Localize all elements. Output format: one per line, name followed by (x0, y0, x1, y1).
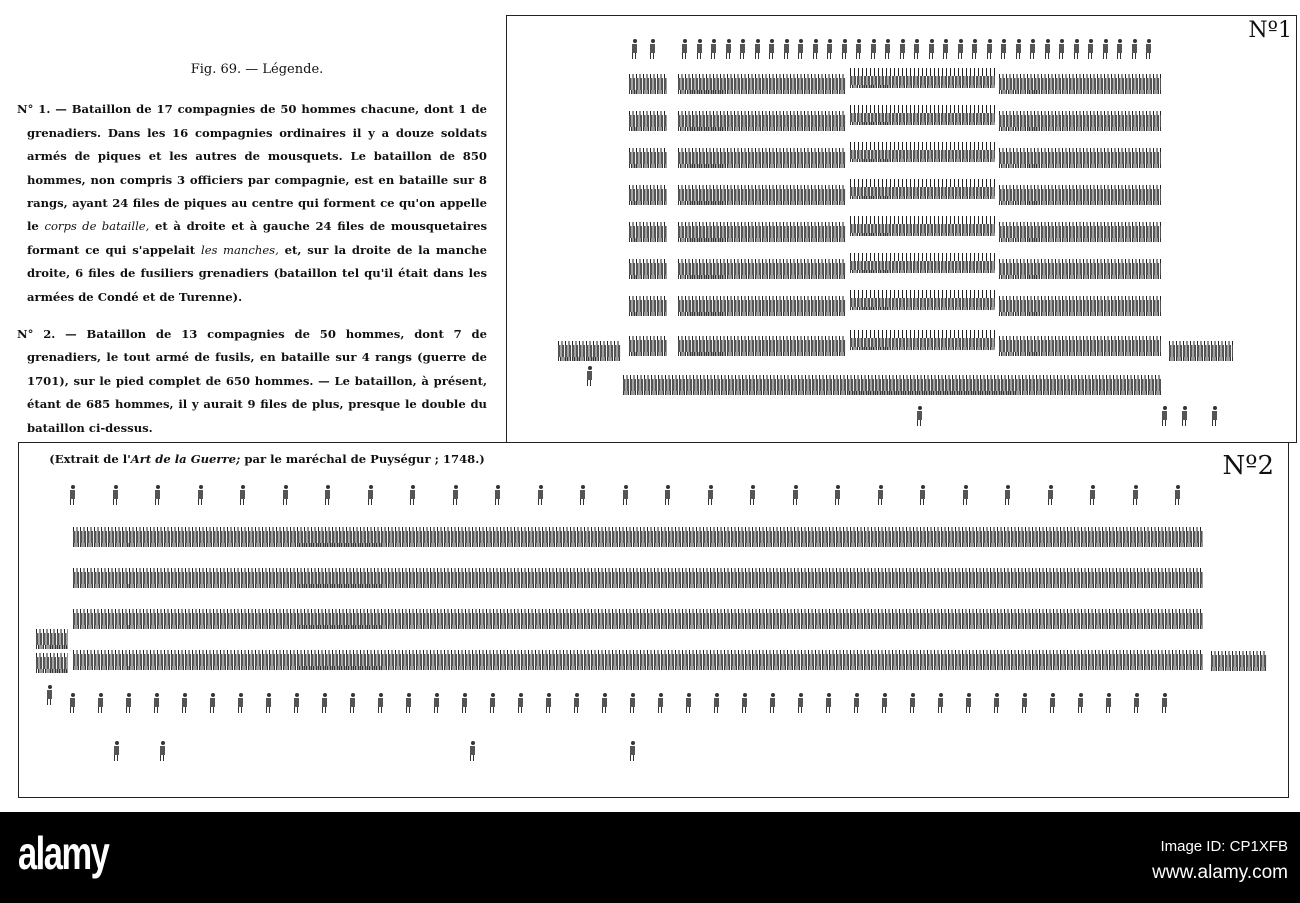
officer-figure (853, 693, 860, 713)
musketeer-rank-left (678, 296, 846, 316)
musketeer-rank-left (678, 185, 846, 205)
musketeer-rank-right (999, 222, 1161, 242)
officer-figure (197, 485, 204, 505)
officer-figure (367, 485, 374, 505)
pike-rank (850, 330, 995, 350)
legend-item-2 (17, 323, 487, 440)
officer-figure (739, 39, 746, 59)
officer-figure (1174, 485, 1181, 505)
officer-figure (125, 693, 132, 713)
detached-group (36, 629, 68, 649)
officer-figure (1105, 693, 1112, 713)
officer-figure (769, 693, 776, 713)
item-number: N° 2. — (17, 327, 77, 342)
officer-figure (1161, 693, 1168, 713)
officer-figure (1145, 39, 1152, 59)
officer-figure (452, 485, 459, 505)
officer-figure (433, 693, 440, 713)
officer-figure (1161, 406, 1168, 426)
watermark-url: www.alamy.com (1152, 862, 1288, 883)
detached-group (1211, 651, 1267, 671)
officer-figure (1102, 39, 1109, 59)
officer-figure (681, 39, 688, 59)
pike-rank (850, 290, 995, 310)
item-text: Bataillon de 13 compagnies de 50 hommes, dont 7 de grenadiers, le tout armé de fusils, en bataille sur 4 rangs (guerre de 1701), sur le pied complet de 650 hommes. — Le bataillon, à présent, étant de 685 hommes, il y aurait 9 files de plus, presque le double du bataillon ci-dessus. (27, 327, 487, 435)
officer-figure (899, 39, 906, 59)
officer-figure (877, 485, 884, 505)
officer-figure (957, 39, 964, 59)
officer-figure (1077, 693, 1084, 713)
officer-figure (1131, 39, 1138, 59)
officer-figure (1087, 39, 1094, 59)
item-text: et, sur la droite de la manche droite, 6 files de fusiliers grenadiers (bataillon tel qu'il était dans les armées de Condé et de Turenne). (27, 242, 487, 304)
officer-figure (962, 485, 969, 505)
officer-figure (282, 485, 289, 505)
officer-figure (469, 741, 476, 761)
officer-figure (349, 693, 356, 713)
item-italic: corps de bataille, (44, 219, 150, 234)
musketeer-rank-left (678, 148, 846, 168)
officer-figure (239, 485, 246, 505)
officer-figure (321, 693, 328, 713)
officer-figure (834, 485, 841, 505)
officer-figure (825, 693, 832, 713)
officer-figure (768, 39, 775, 59)
grenadier-rank (629, 336, 667, 356)
pike-rank (850, 216, 995, 236)
officer-figure (97, 693, 104, 713)
fusilier-rank (73, 527, 1203, 547)
officer-figure (112, 485, 119, 505)
officer-figure (631, 39, 638, 59)
grenadier-rank (629, 111, 667, 131)
officer-figure (1021, 693, 1028, 713)
officer-figure (916, 406, 923, 426)
officer-figure (601, 693, 608, 713)
officer-figure (870, 39, 877, 59)
pike-rank (850, 253, 995, 273)
grenadier-rank (629, 185, 667, 205)
musketeer-rank-left (678, 74, 846, 94)
diagram-number: Nº2 (1222, 451, 1274, 481)
detached-group (1169, 341, 1233, 361)
officer-figure (713, 693, 720, 713)
officer-figure (797, 693, 804, 713)
officer-figure (937, 693, 944, 713)
rear-rank (623, 375, 1161, 395)
officer-figure (1089, 485, 1096, 505)
musketeer-rank-left (678, 222, 846, 242)
officer-figure (928, 39, 935, 59)
alamy-logo: alamy (18, 827, 109, 879)
officer-figure (154, 485, 161, 505)
officer-figure (749, 485, 756, 505)
officer-figure (710, 39, 717, 59)
musketeer-rank-left (678, 259, 846, 279)
officer-figure (1116, 39, 1123, 59)
figure-title: Fig. 69. — Légende. (190, 62, 324, 77)
officer-figure (324, 485, 331, 505)
item-text: et à droite et à gauche 24 files de mousquetaires formant ce qui s'appelait (27, 219, 487, 257)
officer-figure (909, 693, 916, 713)
officer-figure (841, 39, 848, 59)
officer-figure (1000, 39, 1007, 59)
officer-figure (489, 693, 496, 713)
grenadier-rank (629, 222, 667, 242)
officer-figure (579, 485, 586, 505)
officer-figure (537, 485, 544, 505)
officer-figure (209, 693, 216, 713)
grenadier-rank (629, 259, 667, 279)
officer-figure (707, 485, 714, 505)
grenadier-rank (629, 148, 667, 168)
fusilier-rank (73, 650, 1203, 670)
pike-rank (850, 68, 995, 88)
officer-figure (46, 685, 53, 705)
officer-figure (884, 39, 891, 59)
detached-group (558, 341, 621, 361)
officer-figure (812, 39, 819, 59)
officer-figure (913, 39, 920, 59)
officer-figure (685, 693, 692, 713)
officer-figure (113, 741, 120, 761)
officer-figure (377, 693, 384, 713)
officer-figure (573, 693, 580, 713)
officer-figure (181, 693, 188, 713)
officer-figure (237, 693, 244, 713)
musketeer-rank-right (999, 185, 1161, 205)
officer-figure (153, 693, 160, 713)
officer-figure (629, 693, 636, 713)
grenadier-rank (629, 296, 667, 316)
musketeer-rank-left (678, 336, 846, 356)
musketeer-rank-right (999, 74, 1161, 94)
officer-figure (881, 693, 888, 713)
officer-figure (664, 485, 671, 505)
officer-figure (855, 39, 862, 59)
officer-figure (1058, 39, 1065, 59)
officer-figure (159, 741, 166, 761)
legend (17, 58, 487, 472)
officer-figure (783, 39, 790, 59)
fusilier-rank (73, 568, 1203, 588)
officer-figure (1133, 693, 1140, 713)
officer-figure (409, 485, 416, 505)
officer-figure (1132, 485, 1139, 505)
officer-figure (919, 485, 926, 505)
detached-group (36, 653, 68, 673)
officer-figure (586, 366, 593, 386)
pike-rank (850, 142, 995, 162)
citation-italic: Art de la Guerre; (130, 452, 241, 467)
musketeer-rank-right (999, 336, 1161, 356)
officer-figure (265, 693, 272, 713)
officer-figure (622, 485, 629, 505)
officer-figure (725, 39, 732, 59)
officer-figure (826, 39, 833, 59)
officer-figure (1181, 406, 1188, 426)
officer-figure (1047, 485, 1054, 505)
grenadier-rank (629, 74, 667, 94)
officer-figure (1029, 39, 1036, 59)
citation-text: par le maréchal de Puységur ; 1748.) (244, 452, 485, 467)
item-text: Bataillon de 17 compagnies de 50 hommes chacune, dont 1 de grenadiers. Dans les 16 compagnies ordinaires il y a douze soldats armés de piques et les autres de mousquets. Le bataillon de 850 hommes, non compris 3 officiers par compagnie, est en bataille sur 8 rangs, ayant 24 files de piques au centre qui forment ce qu'on appelle le (27, 102, 487, 234)
officer-figure (1211, 406, 1218, 426)
officer-figure (696, 39, 703, 59)
officer-figure (1073, 39, 1080, 59)
legend-item-1 (17, 98, 487, 309)
officer-figure (1044, 39, 1051, 59)
musketeer-rank-right (999, 148, 1161, 168)
officer-figure (971, 39, 978, 59)
fusilier-rank (73, 609, 1203, 629)
officer-figure (942, 39, 949, 59)
officer-figure (461, 693, 468, 713)
officer-figure (792, 485, 799, 505)
officer-figure (797, 39, 804, 59)
officer-figure (754, 39, 761, 59)
officer-figure (405, 693, 412, 713)
officer-figure (741, 693, 748, 713)
officer-figure (657, 693, 664, 713)
officer-figure (1049, 693, 1056, 713)
officer-figure (993, 693, 1000, 713)
pike-rank (850, 105, 995, 125)
musketeer-rank-right (999, 296, 1161, 316)
officer-figure (69, 693, 76, 713)
musketeer-rank-left (678, 111, 846, 131)
pike-rank (850, 179, 995, 199)
diagram-number: Nº1 (1248, 18, 1292, 43)
musketeer-rank-right (999, 111, 1161, 131)
citation-text: (Extrait de l' (49, 452, 131, 467)
officer-figure (545, 693, 552, 713)
battalion-diagram-2 (18, 442, 1289, 798)
officer-figure (494, 485, 501, 505)
battalion-diagram-1 (506, 15, 1297, 443)
musketeer-rank-right (999, 259, 1161, 279)
officer-figure (629, 741, 636, 761)
item-italic: les manches, (200, 242, 279, 257)
watermark-bar (0, 812, 1300, 903)
officer-figure (1015, 39, 1022, 59)
officer-figure (965, 693, 972, 713)
officer-figure (517, 693, 524, 713)
item-number: N° 1. — (17, 102, 67, 117)
officer-figure (649, 39, 656, 59)
officer-figure (1004, 485, 1011, 505)
officer-figure (69, 485, 76, 505)
image-id: Image ID: CP1XFB (1160, 838, 1288, 855)
officer-figure (986, 39, 993, 59)
officer-figure (293, 693, 300, 713)
